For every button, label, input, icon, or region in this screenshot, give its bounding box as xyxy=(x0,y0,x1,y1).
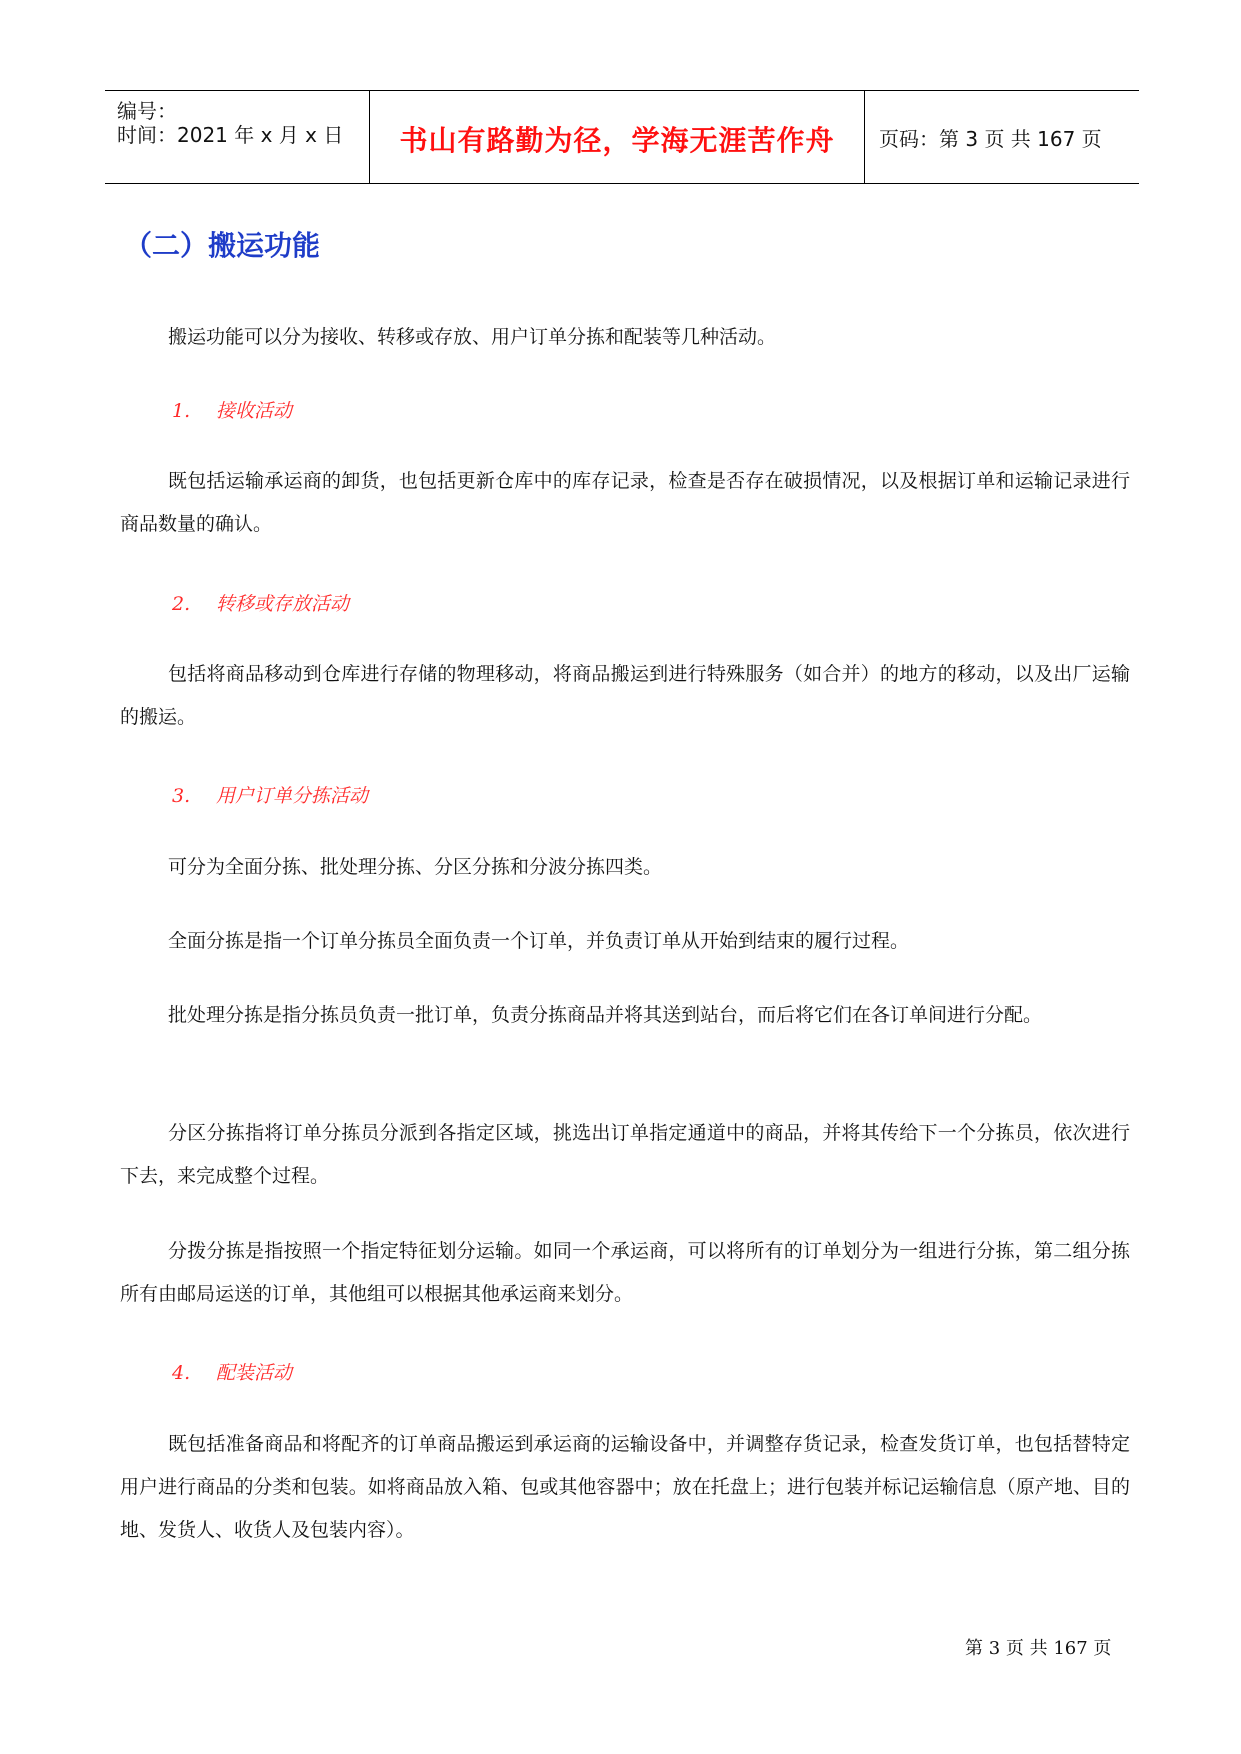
subheading-title: 接收活动 xyxy=(216,400,293,422)
body-paragraph: 分区分拣指将订单分拣员分派到各指定区域，挑选出订单指定通道中的商品，并将其传给下一个分拣员，依次进行下去，来完成整个过程。 xyxy=(120,1122,1130,1187)
subheading-title: 配装活动 xyxy=(216,1362,293,1384)
header-meta-cell xyxy=(105,91,369,183)
body-paragraph: 既包括准备商品和将配齐的订单商品搬运到承运商的运输设备中，并调整存货记录，检查发货订单，也包括替特定用户进行商品的分类和包装。如将商品放入箱、包或其他容器中；放在托盘上；进行包装并标记运输信息（原产地、目的地、发货人、收货人及包装内容）。 xyxy=(120,1433,1130,1541)
subheading-loading xyxy=(172,1358,292,1385)
body-paragraph: 既包括运输承运商的卸货，也包括更新仓库中的库存记录，检查是否存在破损情况，以及根据订单和运输记录进行商品数量的确认。 xyxy=(120,470,1130,535)
page-info: 页码：第 3 页 共 167 页 xyxy=(879,127,1102,151)
subheading-number: 4. xyxy=(172,1362,191,1384)
subheading-number: 2. xyxy=(172,593,191,615)
subheading-number: 1. xyxy=(172,400,191,422)
subheading-title: 转移或存放活动 xyxy=(216,593,350,615)
intro-paragraph: 搬运功能可以分为接收、转移或存放、用户订单分拣和配装等几种活动。 xyxy=(168,326,777,348)
subheading-transfer-storage xyxy=(172,589,349,616)
subheading-title: 用户订单分拣活动 xyxy=(216,785,369,807)
body-paragraph: 全面分拣是指一个订单分拣员全面负责一个订单，并负责订单从开始到结束的履行过程。 xyxy=(168,930,910,952)
motto-text: 书山有路勤为径，学海无涯苦作舟 xyxy=(399,124,835,157)
subheading-receiving xyxy=(172,396,292,423)
section-title: （二）搬运功能 xyxy=(124,229,321,262)
body-paragraph: 批处理分拣是指分拣员负责一批订单，负责分拣商品并将其送到站台，而后将它们在各订单间进行分配。 xyxy=(168,1004,1043,1026)
document-time-label: 时间：2021 年 x 月 x 日 xyxy=(117,123,344,147)
document-number-label: 编号： xyxy=(117,99,177,123)
page-footer: 第 3 页 共 167 页 xyxy=(965,1638,1112,1659)
header-motto-cell xyxy=(369,91,865,183)
body-paragraph: 可分为全面分拣、批处理分拣、分区分拣和分波分拣四类。 xyxy=(168,856,663,878)
subheading-number: 3. xyxy=(172,785,191,807)
body-paragraph: 分拨分拣是指按照一个指定特征划分运输。如同一个承运商，可以将所有的订单划分为一组进行分拣，第二组分拣所有由邮局运送的订单，其他组可以根据其他承运商来划分。 xyxy=(120,1240,1130,1305)
header-page-cell xyxy=(865,91,1139,183)
body-paragraph: 包括将商品移动到仓库进行存储的物理移动，将商品搬运到进行特殊服务（如合并）的地方的移动，以及出厂运输的搬运。 xyxy=(120,663,1130,728)
subheading-order-picking xyxy=(172,781,368,808)
page-header xyxy=(105,90,1139,184)
